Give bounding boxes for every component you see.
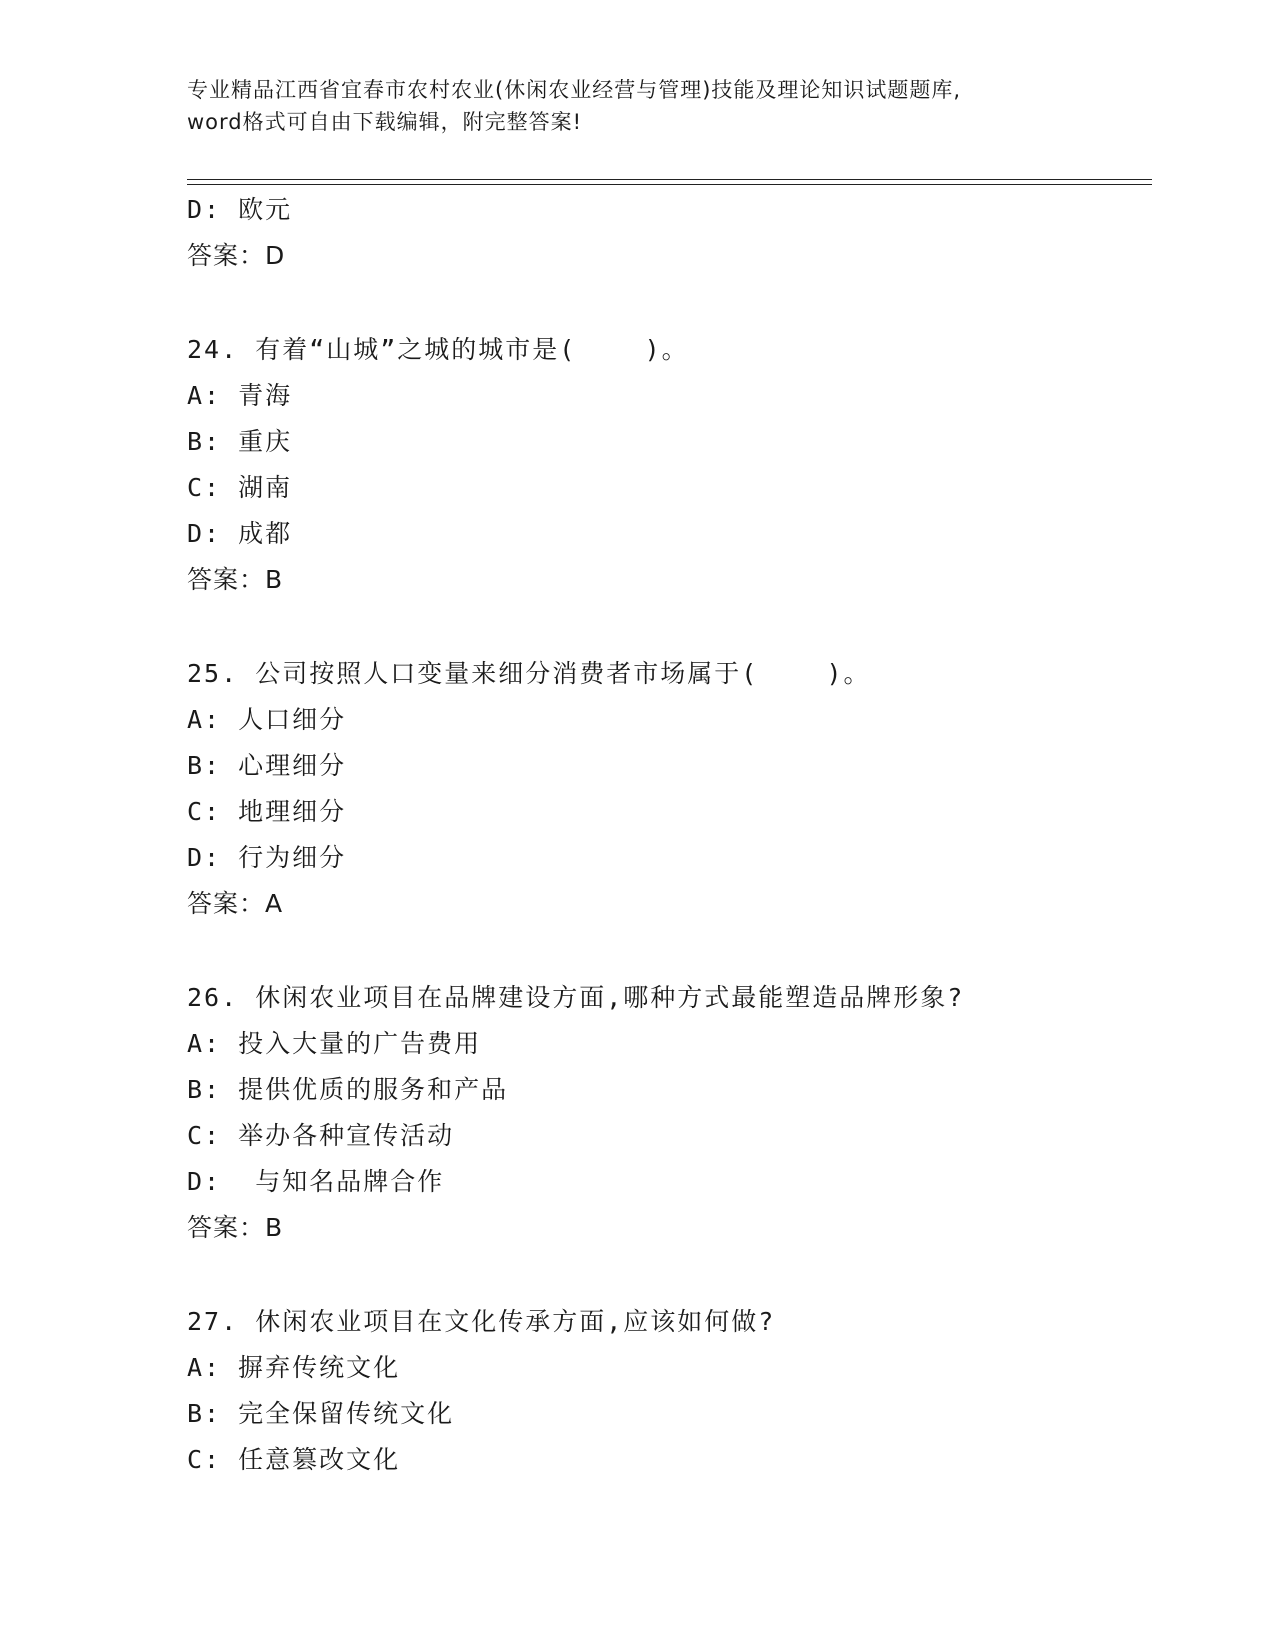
answer-line: 答案：D <box>187 241 286 270</box>
question-block-26 <box>187 975 1147 1251</box>
question-block-prev <box>187 187 1147 279</box>
spacer <box>187 1251 1147 1299</box>
spacer <box>187 927 1147 975</box>
spacer <box>187 279 1147 327</box>
option-c: C: 地理细分 <box>187 797 347 826</box>
header-rule-bottom <box>187 184 1152 185</box>
answer-line: 答案：A <box>187 889 284 918</box>
answer-line: 答案：B <box>187 565 284 594</box>
option-b: B: 提供优质的服务和产品 <box>187 1075 509 1104</box>
option-a: A: 摒弃传统文化 <box>187 1353 401 1382</box>
option-b: B: 心理细分 <box>187 751 347 780</box>
question-block-24 <box>187 327 1147 603</box>
option-d: D: 成都 <box>187 519 293 548</box>
document-header <box>187 74 1147 138</box>
question-text: 24. 有着“山城”之城的城市是( )。 <box>187 335 689 364</box>
header-line-1: 专业精品江西省宜春市农村农业(休闲农业经营与管理)技能及理论知识试题题库, <box>187 78 962 102</box>
answer-line: 答案：B <box>187 1213 284 1242</box>
option-a: A: 青海 <box>187 381 293 410</box>
header-rule-top <box>187 179 1152 180</box>
question-block-27 <box>187 1299 1147 1483</box>
header-line-2: word格式可自由下载编辑，附完整答案! <box>187 110 583 134</box>
option-b: B: 重庆 <box>187 427 293 456</box>
option-d: D: 与知名品牌合作 <box>187 1167 445 1196</box>
option-d: D: 欧元 <box>187 195 293 224</box>
question-block-25 <box>187 651 1147 927</box>
option-d: D: 行为细分 <box>187 843 347 872</box>
option-a: A: 人口细分 <box>187 705 347 734</box>
question-text: 25. 公司按照人口变量来细分消费者市场属于( )。 <box>187 659 871 688</box>
question-text: 26. 休闲农业项目在品牌建设方面,哪种方式最能塑造品牌形象? <box>187 983 965 1012</box>
spacer <box>187 603 1147 651</box>
option-c: C: 举办各种宣传活动 <box>187 1121 455 1150</box>
option-b: B: 完全保留传统文化 <box>187 1399 455 1428</box>
option-c: C: 湖南 <box>187 473 293 502</box>
option-c: C: 任意篡改文化 <box>187 1445 401 1474</box>
option-a: A: 投入大量的广告费用 <box>187 1029 482 1058</box>
question-list <box>187 187 1147 1483</box>
question-text: 27. 休闲农业项目在文化传承方面,应该如何做? <box>187 1307 776 1336</box>
